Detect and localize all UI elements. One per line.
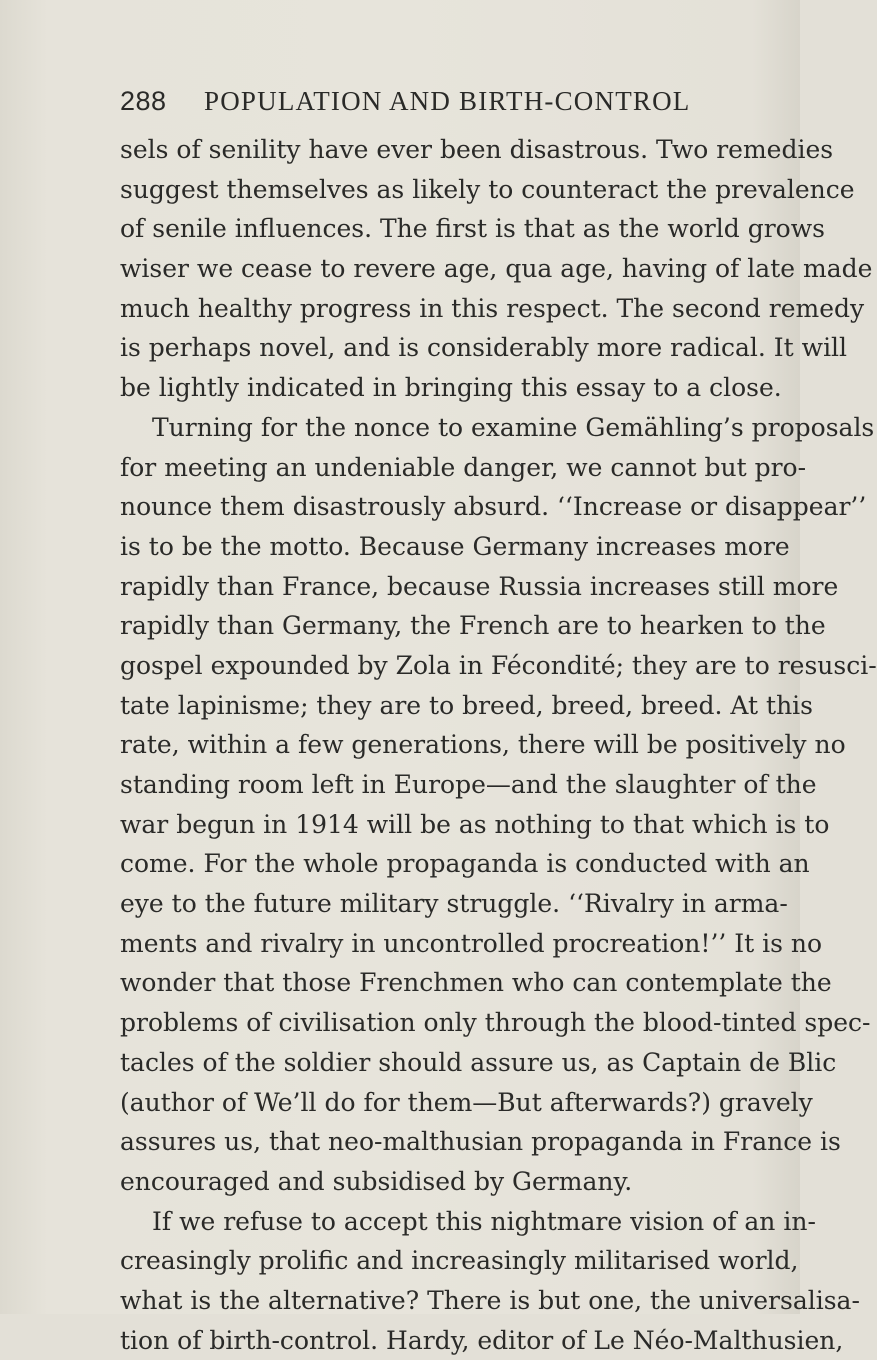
text-line: what is the alternative? There is but one, the universalisa- [120, 1285, 860, 1315]
text-line: eye to the future military struggle. ‘‘Rivalry in arma- [120, 889, 788, 919]
text-line: much healthy progress in this respect. The second remedy [120, 293, 865, 323]
text-line: tate lapinisme; they are to breed, breed, breed. At this [120, 690, 813, 720]
text-line: war begun in 1914 will be as nothing to that which is to [120, 809, 830, 839]
text-line: wiser we cease to revere age, qua age, having of late made [120, 254, 873, 284]
text-line: of senile influences. The first is that as the world grows [120, 214, 825, 244]
text-line: wonder that those Frenchmen who can contemplate the [120, 968, 832, 998]
text-line: be lightly indicated in bringing this essay to a close. [120, 373, 782, 403]
running-head: POPULATION AND BIRTH-CONTROL [204, 86, 691, 116]
text-line: standing room left in Europe—and the slaughter of the [120, 770, 817, 799]
page-header [120, 86, 691, 126]
text-line: (author of We’ll do for them—But afterwards?) gravely [120, 1087, 813, 1117]
text-line: encouraged and subsidised by Germany. [120, 1166, 633, 1196]
paragraph-start-line: If we refuse to accept this nightmare vision of an in- [152, 1206, 816, 1236]
paragraph-start-line: Turning for the nonce to examine Gemähling’s proposals [152, 412, 875, 442]
text-line: tacles of the soldier should assure us, as Captain de Blic [120, 1047, 837, 1077]
body-text [120, 130, 877, 1360]
text-line: suggest themselves as likely to counteract the prevalence [120, 174, 855, 204]
text-line: gospel expounded by Zola in Fécondité; they are to resusci- [120, 650, 877, 680]
text-line: problems of civilisation only through the blood-tinted spec- [120, 1008, 871, 1038]
text-line: creasingly prolific and increasingly militarised world, [120, 1246, 799, 1276]
text-line: ments and rivalry in uncontrolled procreation!’’ It is no [120, 928, 823, 958]
text-line: tion of birth-control. Hardy, editor of Le Néo-Malthusien, [120, 1325, 844, 1355]
text-line: come. For the whole propaganda is conducted with an [120, 849, 810, 879]
text-line: nounce them disastrously absurd. ‘‘Increase or disappear’’ [120, 492, 867, 522]
text-line: rapidly than France, because Russia increases still more [120, 571, 839, 601]
text-line: sels of senility have ever been disastrous. Two remedies [120, 135, 834, 164]
text-line: rapidly than Germany, the French are to hearken to the [120, 611, 826, 641]
text-line: assures us, that neo-malthusian propaganda in France is [120, 1127, 841, 1157]
text-line: is perhaps novel, and is considerably more radical. It will [120, 333, 848, 363]
text-line: rate, within a few generations, there will be positively no [120, 730, 846, 760]
text-line: for meeting an undeniable danger, we cannot but pro- [120, 452, 807, 482]
page-number: 288 [120, 86, 167, 116]
text-line: is to be the motto. Because Germany increases more [120, 531, 790, 561]
